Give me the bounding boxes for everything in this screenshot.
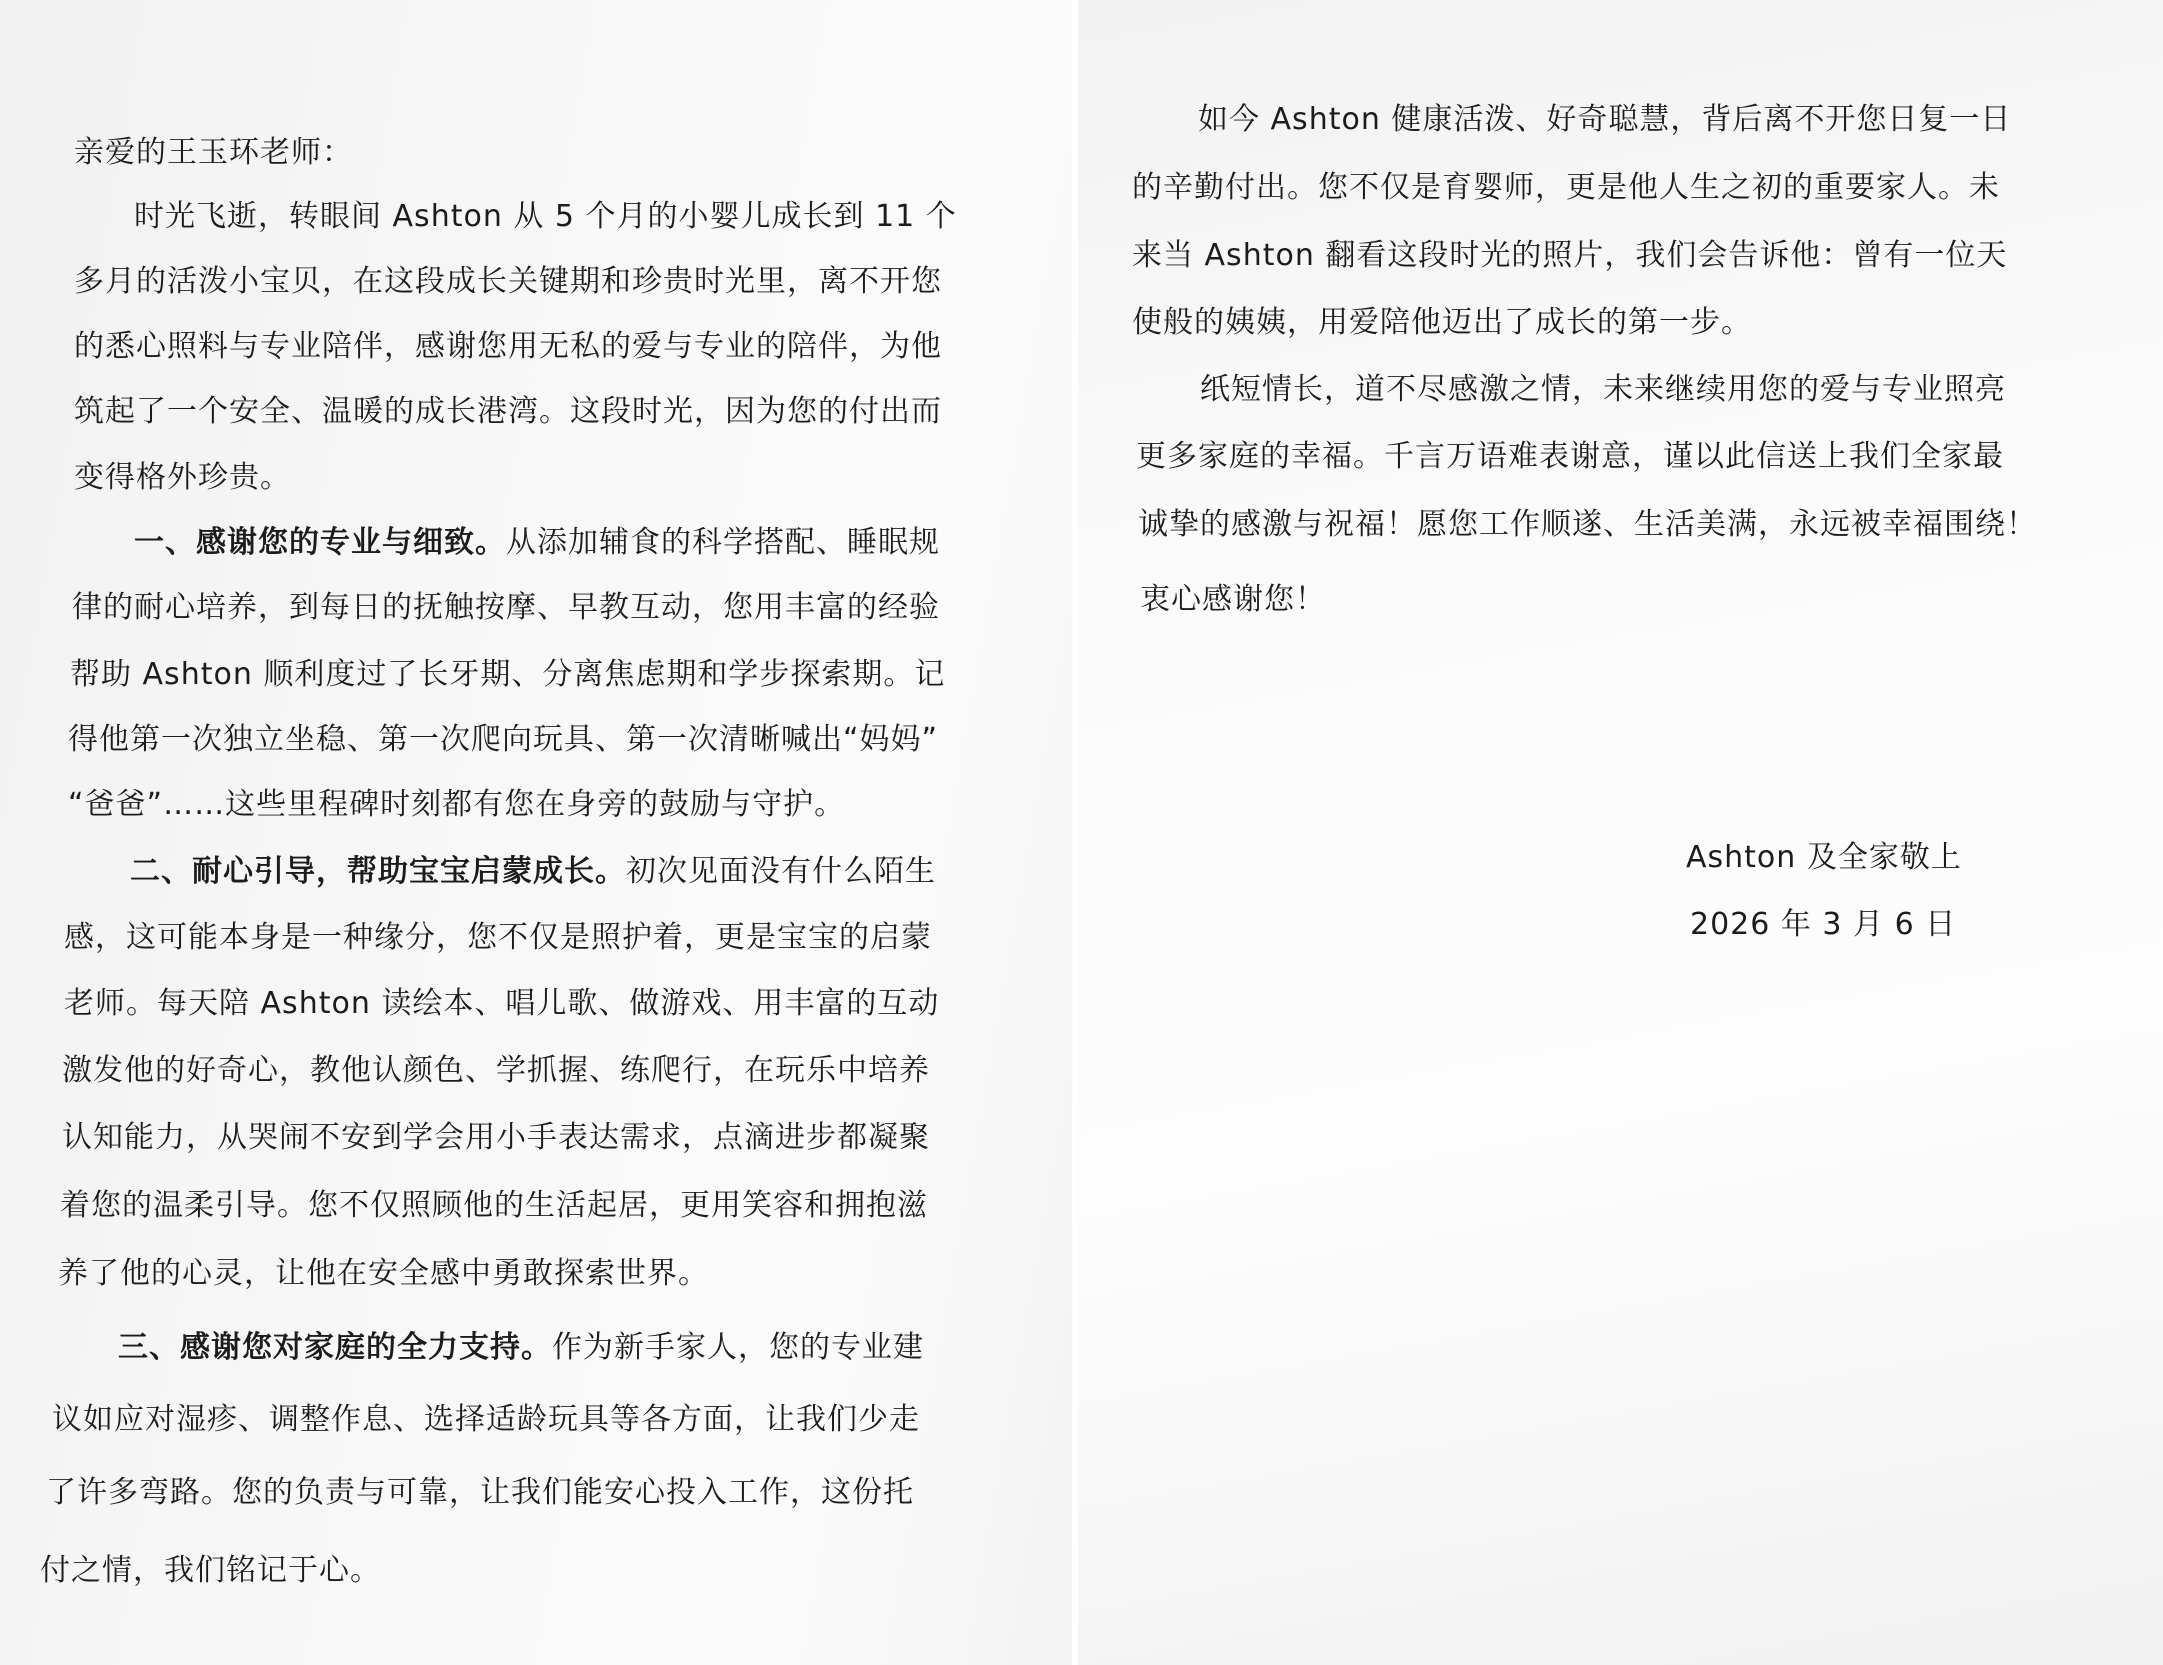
letter-page-right	[1078, 0, 2163, 1665]
section-one-first-line	[134, 523, 940, 563]
section-two-line: 认知能力，从哭闹不安到学会用小手表达需求，点滴进步都凝聚	[62, 1120, 930, 1155]
section-three-heading: 三、感谢您对家庭的全力支持。	[118, 1330, 552, 1365]
salutation: 亲爱的王玉环老师：	[74, 135, 353, 170]
section-three-line: 了许多弯路。您的负责与可靠，让我们能安心投入工作，这份托	[46, 1475, 914, 1510]
section-two-line: 老师。每天陪 Ashton 读绘本、唱儿歌、做游戏、用丰富的互动	[64, 986, 940, 1021]
signature: Ashton 及全家敬上	[1686, 840, 1962, 875]
section-two-first-line	[130, 852, 936, 892]
section-three-first-line	[118, 1328, 924, 1368]
closing-line: 更多家庭的幸福。千言万语难表谢意，谨以此信送上我们全家最	[1136, 439, 2004, 474]
section-one-line: “爸爸”……这些里程碑时刻都有您在身旁的鼓励与守护。	[68, 787, 846, 822]
intro-line: 时光飞逝，转眼间 Ashton 从 5 个月的小婴儿成长到 11 个	[134, 199, 957, 234]
letter-date: 2026 年 3 月 6 日	[1690, 907, 1957, 942]
section-one-line: 得他第一次独立坐稳、第一次爬向玩具、第一次清晰喊出“妈妈”	[68, 722, 939, 757]
section-one-heading: 一、感谢您的专业与细致。	[134, 525, 506, 560]
intro-line: 筑起了一个安全、温暖的成长港湾。这段时光，因为您的付出而	[74, 394, 942, 429]
closing-line: 诚挚的感激与祝福！愿您工作顺遂、生活美满，永远被幸福围绕！	[1138, 507, 2037, 542]
closing-line: 如今 Ashton 健康活泼、好奇聪慧，背后离不开您日复一日	[1198, 102, 2012, 137]
section-two-heading: 二、耐心引导，帮助宝宝启蒙成长。	[130, 854, 626, 889]
closing-line: 纸短情长，道不尽感激之情，未来继续用您的爱与专业照亮	[1200, 372, 2006, 407]
section-three-line: 议如应对湿疹、调整作息、选择适龄玩具等各方面，让我们少走	[52, 1402, 920, 1437]
section-two-line: 感，这可能本身是一种缘分，您不仅是照护着，更是宝宝的启蒙	[64, 920, 932, 955]
intro-line: 变得格外珍贵。	[74, 460, 291, 495]
section-two-line: 养了他的心灵，让他在安全感中勇敢探索世界。	[58, 1256, 709, 1291]
section-two-text: 初次见面没有什么陌生	[626, 854, 936, 889]
closing-line: 的辛勤付出。您不仅是育婴师，更是他人生之初的重要家人。未	[1132, 170, 2000, 205]
closing-line: 衷心感谢您！	[1140, 582, 1326, 617]
closing-line: 来当 Ashton 翻看这段时光的照片，我们会告诉他：曾有一位天	[1132, 238, 2008, 273]
section-two-line: 激发他的好奇心，教他认颜色、学抓握、练爬行，在玩乐中培养	[62, 1053, 930, 1088]
section-three-line: 付之情，我们铭记于心。	[40, 1553, 381, 1588]
intro-line: 的悉心照料与专业陪伴，感谢您用无私的爱与专业的陪伴，为他	[74, 329, 942, 364]
section-two-line: 着您的温柔引导。您不仅照顾他的生活起居，更用笑容和拥抱滋	[60, 1188, 928, 1223]
section-one-line: 帮助 Ashton 顺利度过了长牙期、分离焦虑期和学步探索期。记	[70, 657, 946, 692]
letter-page-left	[0, 0, 1072, 1665]
section-one-line: 律的耐心培养，到每日的抚触按摩、早教互动，您用丰富的经验	[72, 590, 940, 625]
intro-line: 多月的活泼小宝贝，在这段成长关键期和珍贵时光里，离不开您	[74, 264, 942, 299]
closing-line: 使般的姨姨，用爱陪他迈出了成长的第一步。	[1132, 305, 1752, 340]
section-three-text: 作为新手家人，您的专业建	[552, 1330, 924, 1365]
section-one-text: 从添加辅食的科学搭配、睡眠规	[506, 525, 940, 560]
